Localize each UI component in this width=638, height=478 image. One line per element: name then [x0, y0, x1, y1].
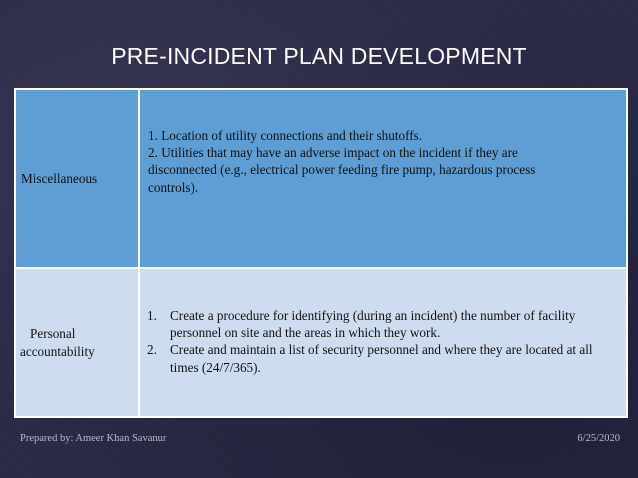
label-line: accountability — [20, 343, 95, 359]
footer-author: Prepared by: Ameer Khan Savanur — [20, 433, 167, 444]
table-row-miscellaneous — [16, 90, 626, 267]
list-item-number: 1. — [147, 308, 157, 323]
list-item-text: Create a procedure for identifying (during an incident) the number of facility personnel on site and the areas in which they work. — [170, 308, 576, 341]
list-item-text: Create and maintain a list of security personnel and where they are located at all times (24/7/365). — [170, 342, 593, 375]
list-item — [147, 307, 620, 341]
content-line: 2. Utilities that may have an adverse impact on the incident if they are — [148, 145, 518, 161]
row-label-text: Miscellaneous — [21, 170, 98, 186]
content-table — [14, 88, 628, 418]
slide-title: PRE-INCIDENT PLAN DEVELOPMENT — [111, 43, 527, 69]
row-content — [140, 269, 626, 416]
row-content — [140, 90, 626, 267]
footer-date: 6/25/2020 — [577, 433, 620, 444]
list-item — [147, 341, 620, 375]
list-item-number: 2. — [147, 342, 157, 358]
content-line: controls). — [148, 179, 199, 195]
row-label — [16, 90, 138, 267]
content-line: 1. Location of utility connections and their shutoffs. — [148, 128, 423, 143]
row-label-text — [20, 325, 95, 359]
numbered-list — [147, 307, 620, 376]
row-label — [16, 269, 138, 416]
content-line: disconnected (e.g., electrical power feeding fire pump, hazardous process — [148, 162, 536, 178]
label-line: Personal — [30, 326, 76, 342]
table-row-personal-accountability — [16, 269, 626, 416]
